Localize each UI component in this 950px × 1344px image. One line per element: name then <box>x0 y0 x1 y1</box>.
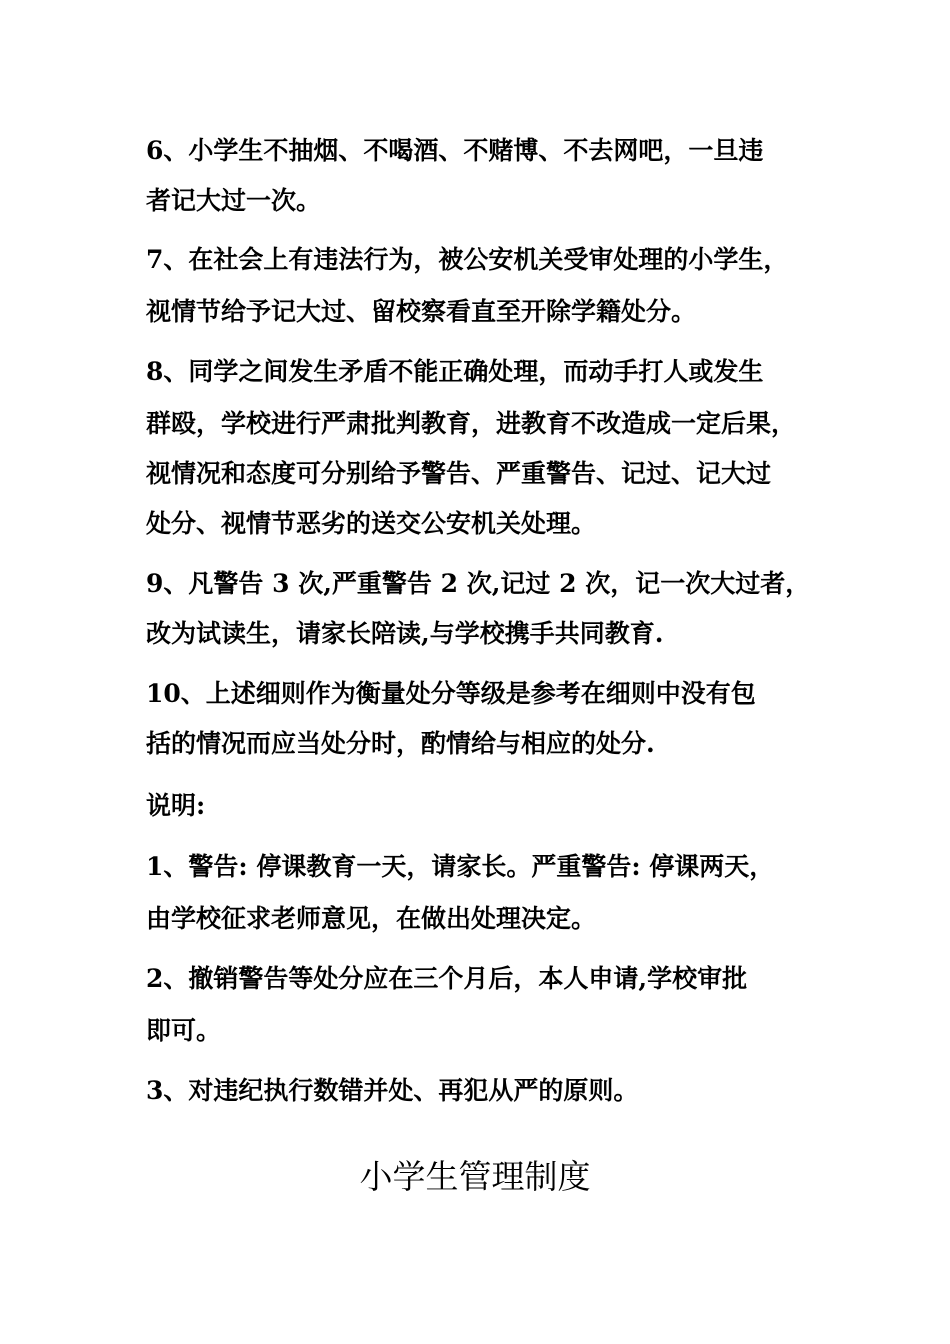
rule-9-line-2: 改为试读生，请家长陪读,与学校携手共同教育. <box>146 619 664 648</box>
rule-8-line-3: 视情况和态度可分别给予警告、严重警告、记过、记大过 <box>146 459 772 488</box>
note-1-line-2: 由学校征求老师意见，在做出处理决定。 <box>146 904 597 933</box>
note-3-line-1: 3、对违纪执行数错并处、再犯从严的原则。 <box>146 1076 639 1105</box>
note-2-line-2: 即可。 <box>146 1016 222 1045</box>
note-2-line-1: 2、撤销警告等处分应在三个月后，本人申请,学校审批 <box>146 964 748 993</box>
notes-heading: 说明: <box>146 791 206 820</box>
rule-6-line-2: 者记大过一次。 <box>146 186 322 215</box>
rule-6-line-1: 6、小学生不抽烟、不喝酒、不赌博、不去网吧，一旦违 <box>146 136 764 165</box>
document-title: 小学生管理制度 <box>359 1157 591 1196</box>
rule-10-line-1: 10、上述细则作为衡量处分等级是参考在细则中没有包 <box>146 679 756 708</box>
rule-7-line-2: 视情节给予记大过、留校察看直至开除学籍处分。 <box>146 297 697 326</box>
note-1-line-1: 1、警告: 停课教育一天，请家长。严重警告: 停课两天， <box>146 852 775 881</box>
rule-8-line-4: 处分、视情节恶劣的送交公安机关处理。 <box>146 509 597 538</box>
rule-10-line-2: 括的情况而应当处分时，酌情给与相应的处分. <box>146 729 655 758</box>
rule-7-line-1: 7、在社会上有违法行为，被公安机关受审处理的小学生， <box>146 245 789 274</box>
rule-8-line-2: 群殴，学校进行严肃批判教育，进教育不改造成一定后果， <box>146 409 797 438</box>
rule-8-line-1: 8、同学之间发生矛盾不能正确处理，而动手打人或发生 <box>146 357 764 386</box>
rule-9-line-1: 9、凡警告 3 次,严重警告 2 次,记过 2 次，记一次大过者， <box>146 569 811 598</box>
